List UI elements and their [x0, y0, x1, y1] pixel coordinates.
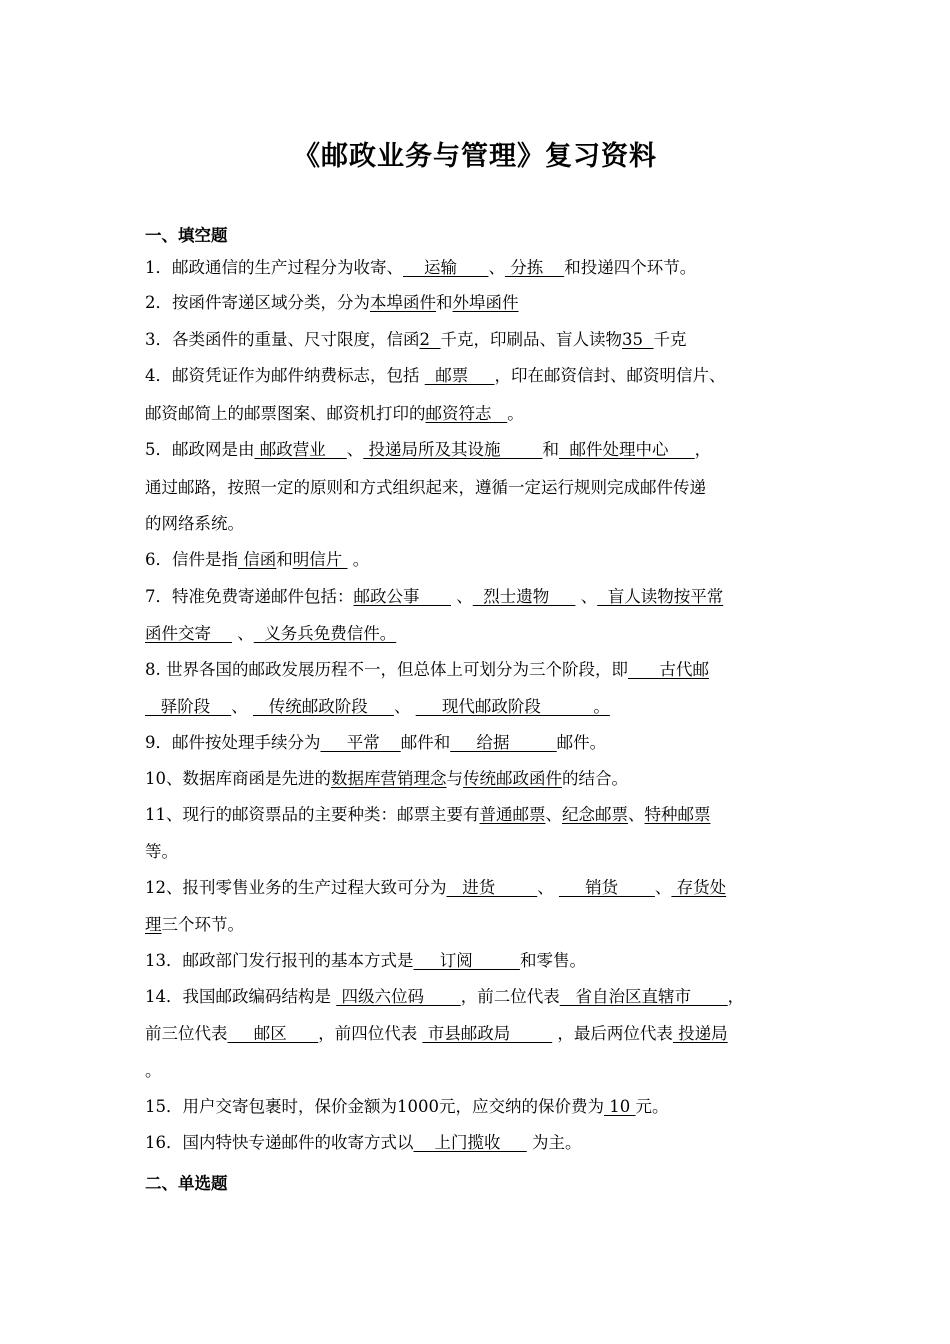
- question-text: 10、数据库商函是先进的: [145, 769, 331, 788]
- answer-blank: 邮资符志: [425, 404, 508, 423]
- answer-blank: 烈士遗物: [472, 587, 576, 606]
- question-text: 、: [346, 440, 364, 459]
- question-text: 16．国内特快专递邮件的收寄方式以: [145, 1133, 414, 1152]
- answer-blank: 传统邮政阶段: [252, 697, 394, 716]
- answer-blank: 邮票: [424, 366, 495, 385]
- question-line: [145, 257, 815, 279]
- question-text: 元。: [635, 1097, 669, 1116]
- question-text: 。: [145, 1061, 162, 1080]
- question-text: 为主。: [526, 1133, 582, 1152]
- question-text: 13．邮政部门发行报刊的基本方式是: [145, 951, 414, 970]
- answer-blank: 古代邮: [628, 660, 709, 679]
- question-text: 1．邮政通信的生产过程分为收寄、: [145, 258, 403, 277]
- question-text: 4．邮资凭证作为邮件纳费标志，包括: [145, 366, 425, 385]
- question-line: [145, 841, 815, 863]
- question-line: [145, 1023, 815, 1045]
- question-text: 和: [276, 550, 293, 569]
- question-text: 千克: [653, 330, 687, 349]
- answer-blank: 10: [604, 1097, 636, 1116]
- answer-blank: 外埠函件: [452, 293, 519, 312]
- answer-blank: 信函: [238, 550, 277, 569]
- question-text: 邮件和: [400, 733, 451, 752]
- question-line: [145, 950, 815, 972]
- answer-blank: 销货: [558, 878, 655, 897]
- question-line: [145, 586, 815, 608]
- question-line: [145, 1060, 815, 1082]
- answer-blank: 传统邮政函件: [463, 769, 562, 788]
- answer-blank: 省自治区直辖市: [559, 987, 728, 1006]
- question-text: ，前二位代表: [460, 987, 560, 1006]
- question-text: 5．邮政网是由: [145, 440, 255, 459]
- document-title: 《邮政业务与管理》复习资料: [293, 141, 657, 172]
- question-text: 的网络系统。: [145, 514, 244, 533]
- answer-blank: 35: [622, 330, 654, 349]
- answer-blank: 运输: [403, 258, 489, 277]
- question-line: [145, 696, 815, 718]
- question-text: 6．信件是指: [145, 550, 238, 569]
- answer-blank: 订阅: [413, 951, 520, 970]
- question-line: [145, 804, 815, 826]
- answer-blank: 分拣: [504, 258, 565, 277]
- question-text: 、: [545, 805, 562, 824]
- question-text: 11、现行的邮资票品的主要种类：邮票主要有: [145, 805, 480, 824]
- answer-blank: 投递局所及其设施: [363, 440, 543, 459]
- question-text: 和零售。: [519, 951, 586, 970]
- question-line: [145, 439, 815, 461]
- answer-blank: 上门揽收: [413, 1133, 527, 1152]
- question-text: 、: [537, 878, 559, 897]
- question-text: 7．特准免费寄递邮件包括：: [145, 587, 354, 606]
- question-text: 3．各类函件的重量、尺寸限度，信函: [145, 330, 420, 349]
- question-text: 、: [231, 624, 254, 643]
- question-text: 和: [436, 293, 453, 312]
- question-text: 前三位代表: [145, 1024, 228, 1043]
- question-text: ，印在邮资信封、邮资明信片、: [494, 366, 726, 385]
- section-heading-fill-in: 一、填空题: [145, 226, 228, 245]
- answer-blank: 纪念邮票: [562, 805, 628, 824]
- question-text: 和: [542, 440, 559, 459]
- answer-blank: 现代邮政阶段 。: [415, 697, 610, 716]
- question-text: 12、报刊零售业务的生产过程大致可分为: [145, 878, 447, 897]
- question-text: 和投递四个环节。: [564, 258, 697, 277]
- question-line: [145, 914, 815, 936]
- question-text: 邮件。: [556, 733, 607, 752]
- answer-blank: 驿阶段: [145, 697, 232, 716]
- question-line: [145, 877, 815, 899]
- answer-blank: 盲人读物按平常: [597, 587, 724, 606]
- question-line: [145, 549, 815, 571]
- answer-blank: 邮件处理中心: [558, 440, 695, 459]
- answer-blank: 投递局: [672, 1024, 728, 1043]
- question-text: 9．邮件按处理手续分为: [145, 733, 321, 752]
- answer-blank: 本埠函件: [370, 293, 436, 312]
- question-text: ，: [694, 440, 712, 459]
- question-text: 2．按函件寄递区域分类，分为: [145, 293, 370, 312]
- question-text: ，前四位代表: [318, 1024, 423, 1043]
- question-text: 与: [446, 769, 463, 788]
- answer-blank: 进货: [446, 878, 538, 897]
- question-text: 千克，印刷品、盲人读物: [440, 330, 622, 349]
- question-line: [145, 623, 815, 645]
- question-text: ，: [727, 987, 745, 1006]
- answer-blank: 明信片: [292, 550, 348, 569]
- question-text: 。: [347, 550, 370, 569]
- question-text: 、: [488, 258, 505, 277]
- answer-blank: 义务兵免费信件。: [253, 624, 397, 643]
- question-text: 、: [654, 878, 672, 897]
- answer-blank: 2: [419, 330, 441, 349]
- answer-blank: 特种邮票: [644, 805, 711, 824]
- question-text: 、: [450, 587, 473, 606]
- question-text: ，最后两位代表: [552, 1024, 673, 1043]
- question-line: [145, 329, 815, 351]
- answer-blank: 市县邮政局: [422, 1024, 553, 1043]
- answer-blank: 邮政公事: [353, 587, 451, 606]
- answer-blank: 四级六位码: [336, 987, 461, 1006]
- answer-blank: 函件交寄: [145, 624, 232, 643]
- question-line: [145, 1132, 815, 1154]
- question-line: [145, 659, 815, 681]
- question-text: 的结合。: [562, 769, 628, 788]
- answer-blank: 理: [145, 915, 162, 934]
- question-text: 8. 世界各国的邮政发展历程不一，但总体上可划分为三个阶段，即: [145, 660, 628, 679]
- section-heading-single-choice: 二、单选题: [145, 1174, 228, 1193]
- question-text: 14．我国邮政编码结构是: [145, 987, 337, 1006]
- question-text: 邮资邮简上的邮票图案、邮资机打印的: [145, 404, 426, 423]
- answer-blank: 邮政营业: [254, 440, 347, 459]
- question-line: [145, 292, 815, 314]
- answer-blank: 普通邮票: [479, 805, 546, 824]
- question-text: 。: [507, 404, 524, 423]
- answer-blank: 给据: [450, 733, 557, 752]
- question-text: 15．用户交寄包裹时，保价金额为1000元，应交纳的保价费为: [145, 1097, 604, 1116]
- answer-blank: 数据库营销理念: [331, 769, 447, 788]
- question-text: 等。: [145, 842, 178, 861]
- question-line: [145, 403, 815, 425]
- question-text: 、: [628, 805, 645, 824]
- question-text: 、: [231, 697, 253, 716]
- question-line: [145, 768, 815, 790]
- question-line: [145, 365, 815, 387]
- answer-blank: 存货处: [671, 878, 727, 897]
- answer-blank: 邮区: [227, 1024, 319, 1043]
- question-text: 通过邮路，按照一定的原则和方式组织起来，遵循一定运行规则完成邮件传递: [145, 478, 706, 497]
- question-line: [145, 477, 815, 499]
- question-text: 、: [575, 587, 598, 606]
- question-line: [145, 1096, 815, 1118]
- question-text: 、: [393, 697, 416, 716]
- answer-blank: 平常: [320, 733, 401, 752]
- question-line: [145, 513, 815, 535]
- question-text: 三个环节。: [161, 915, 244, 934]
- question-line: [145, 732, 815, 754]
- question-line: [145, 986, 815, 1008]
